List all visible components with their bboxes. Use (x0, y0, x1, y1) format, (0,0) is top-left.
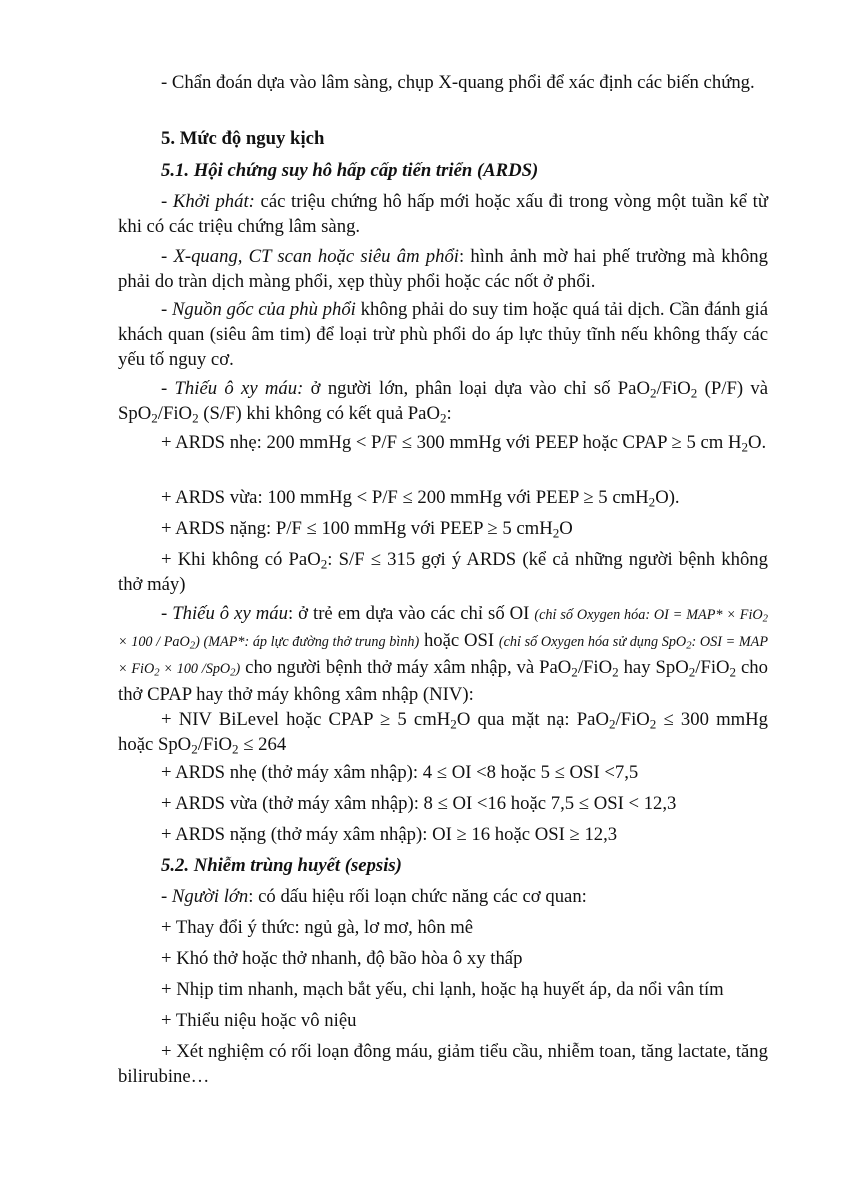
paragraph-nguoi-lon: - Người lớn: có dấu hiệu rối loạn chức năng các cơ quan: (161, 886, 587, 907)
list-item-ards-nhe: + ARDS nhẹ: 200 mmHg < P/F ≤ 300 mmHg với PEEP hoặc CPAP ≥ 5 cm $H_2O$. (161, 432, 767, 455)
list-item-oi-vua: + ARDS vừa (thở máy xâm nhập): 8 ≤ OI <16 hoặc 7,5 ≤ OSI < 12,3 (161, 793, 677, 814)
paragraph-diagnosis: - Chẩn đoán dựa vào lâm sàng, chụp X-quang phổi để xác định các biến chứng. (161, 72, 755, 93)
list-item-xet-nghiem: + Xét nghiệm có rối loạn đông máu, giảm tiểu cầu, nhiễm toan, tăng lactate, tăng bilirubine… (118, 1041, 768, 1087)
list-item: + Nhịp tim nhanh, mạch bắt yếu, chi lạnh, hoặc hạ huyết áp, da nổi vân tím (161, 979, 724, 1000)
note-osi-definition: (chỉ số Oxygen hóa sử dụng SpO$_2$: OSI = MAP × FiO$_2$ × 100 /SpO$_2$) (118, 634, 768, 679)
note-oi-definition: (chỉ số Oxygen hóa: OI = MAP* × FiO$_2$ × 100 / PaO$_2$) (MAP*: áp lực đường thở trung bình) (118, 607, 768, 652)
heading-section-5-1: 5.1. Hội chứng suy hô hấp cấp tiến triển (ARDS) (161, 160, 539, 181)
heading-section-5-2: 5.2. Nhiễm trùng huyết (sepsis) (161, 855, 402, 876)
paragraph-x-quang: - X-quang, CT scan hoặc siêu âm phổi: hình ảnh mờ hai phế trường mà không phải do tràn dịch màng phổi, xẹp thùy phổi hoặc các nốt ở phổi. (118, 246, 768, 292)
paragraph-thieu-oxy-child: - Thiếu ô xy máu: ở trẻ em dựa vào các chỉ số OI (chỉ số Oxygen hóa: OI = MAP* × FiO$_2$ × 100 / PaO$_2$) (MAP*: áp lực đường thở trung bình) hoặc OSI (chỉ số Oxygen hóa sử dụng SpO$_2$: OSI = MAP × FiO$_2$ × 100 /SpO$_2$) cho người bệnh thở máy xâm nhập, và PaO$_2$/FiO$_2$ hay SpO$_2$/FiO$_2$ cho thở CPAP hay thở máy không xâm nhập (NIV): (118, 603, 768, 705)
list-item-niv: + NIV BiLevel hoặc CPAP ≥ 5 cmH$_2$O qua mặt nạ: PaO$_2$/FiO$_2$ ≤ 300 mmHg hoặc SpO$_2$/FiO$_2$ ≤ 264 (118, 709, 769, 757)
list-item: + Khó thở hoặc thở nhanh, độ bão hòa ô xy thấp (161, 948, 523, 969)
paragraph-khoi-phat: - Khởi phát: các triệu chứng hô hấp mới hoặc xấu đi trong vòng một tuần kể từ khi có các triệu chứng lâm sàng. (118, 191, 768, 237)
list-item-oi-nang: + ARDS nặng (thở máy xâm nhập): OI ≥ 16 hoặc OSI ≥ 12,3 (161, 824, 618, 845)
list-item: + Thiểu niệu hoặc vô niệu (161, 1010, 357, 1031)
paragraph-thieu-oxy-adult: - Thiếu ô xy máu: ở người lớn, phân loại dựa vào chỉ số PaO$_2$/FiO$_2$ (P/F) và SpO$_2$/FiO$_2$ (S/F) khi không có kết quả PaO$_2$: (118, 378, 768, 426)
list-item-khi-khong-pao2: + Khi không có PaO$_2$: S/F ≤ 315 gợi ý ARDS (kể cả những người bệnh không thở máy) (118, 549, 768, 595)
list-item-ards-vua: + ARDS vừa: 100 mmHg < P/F ≤ 200 mmHg với PEEP ≥ 5 cmH$_2$O). (161, 487, 680, 510)
list-item-oi-nhe: + ARDS nhẹ (thở máy xâm nhập): 4 ≤ OI <8 hoặc 5 ≤ OSI <7,5 (161, 762, 639, 783)
heading-section-5: 5. Mức độ nguy kịch (161, 128, 325, 149)
list-item-ards-nang: + ARDS nặng: P/F ≤ 100 mmHg với PEEP ≥ 5 cmH$_2$O (161, 518, 573, 541)
list-item: + Thay đổi ý thức: ngủ gà, lơ mơ, hôn mê (161, 917, 474, 938)
paragraph-nguon-goc: - Nguồn gốc của phù phổi không phải do suy tim hoặc quá tải dịch. Cần đánh giá khách quan (siêu âm tim) để loại trừ phù phổi do áp lực thủy tĩnh nếu không thấy các yếu tố nguy cơ. (118, 299, 768, 370)
